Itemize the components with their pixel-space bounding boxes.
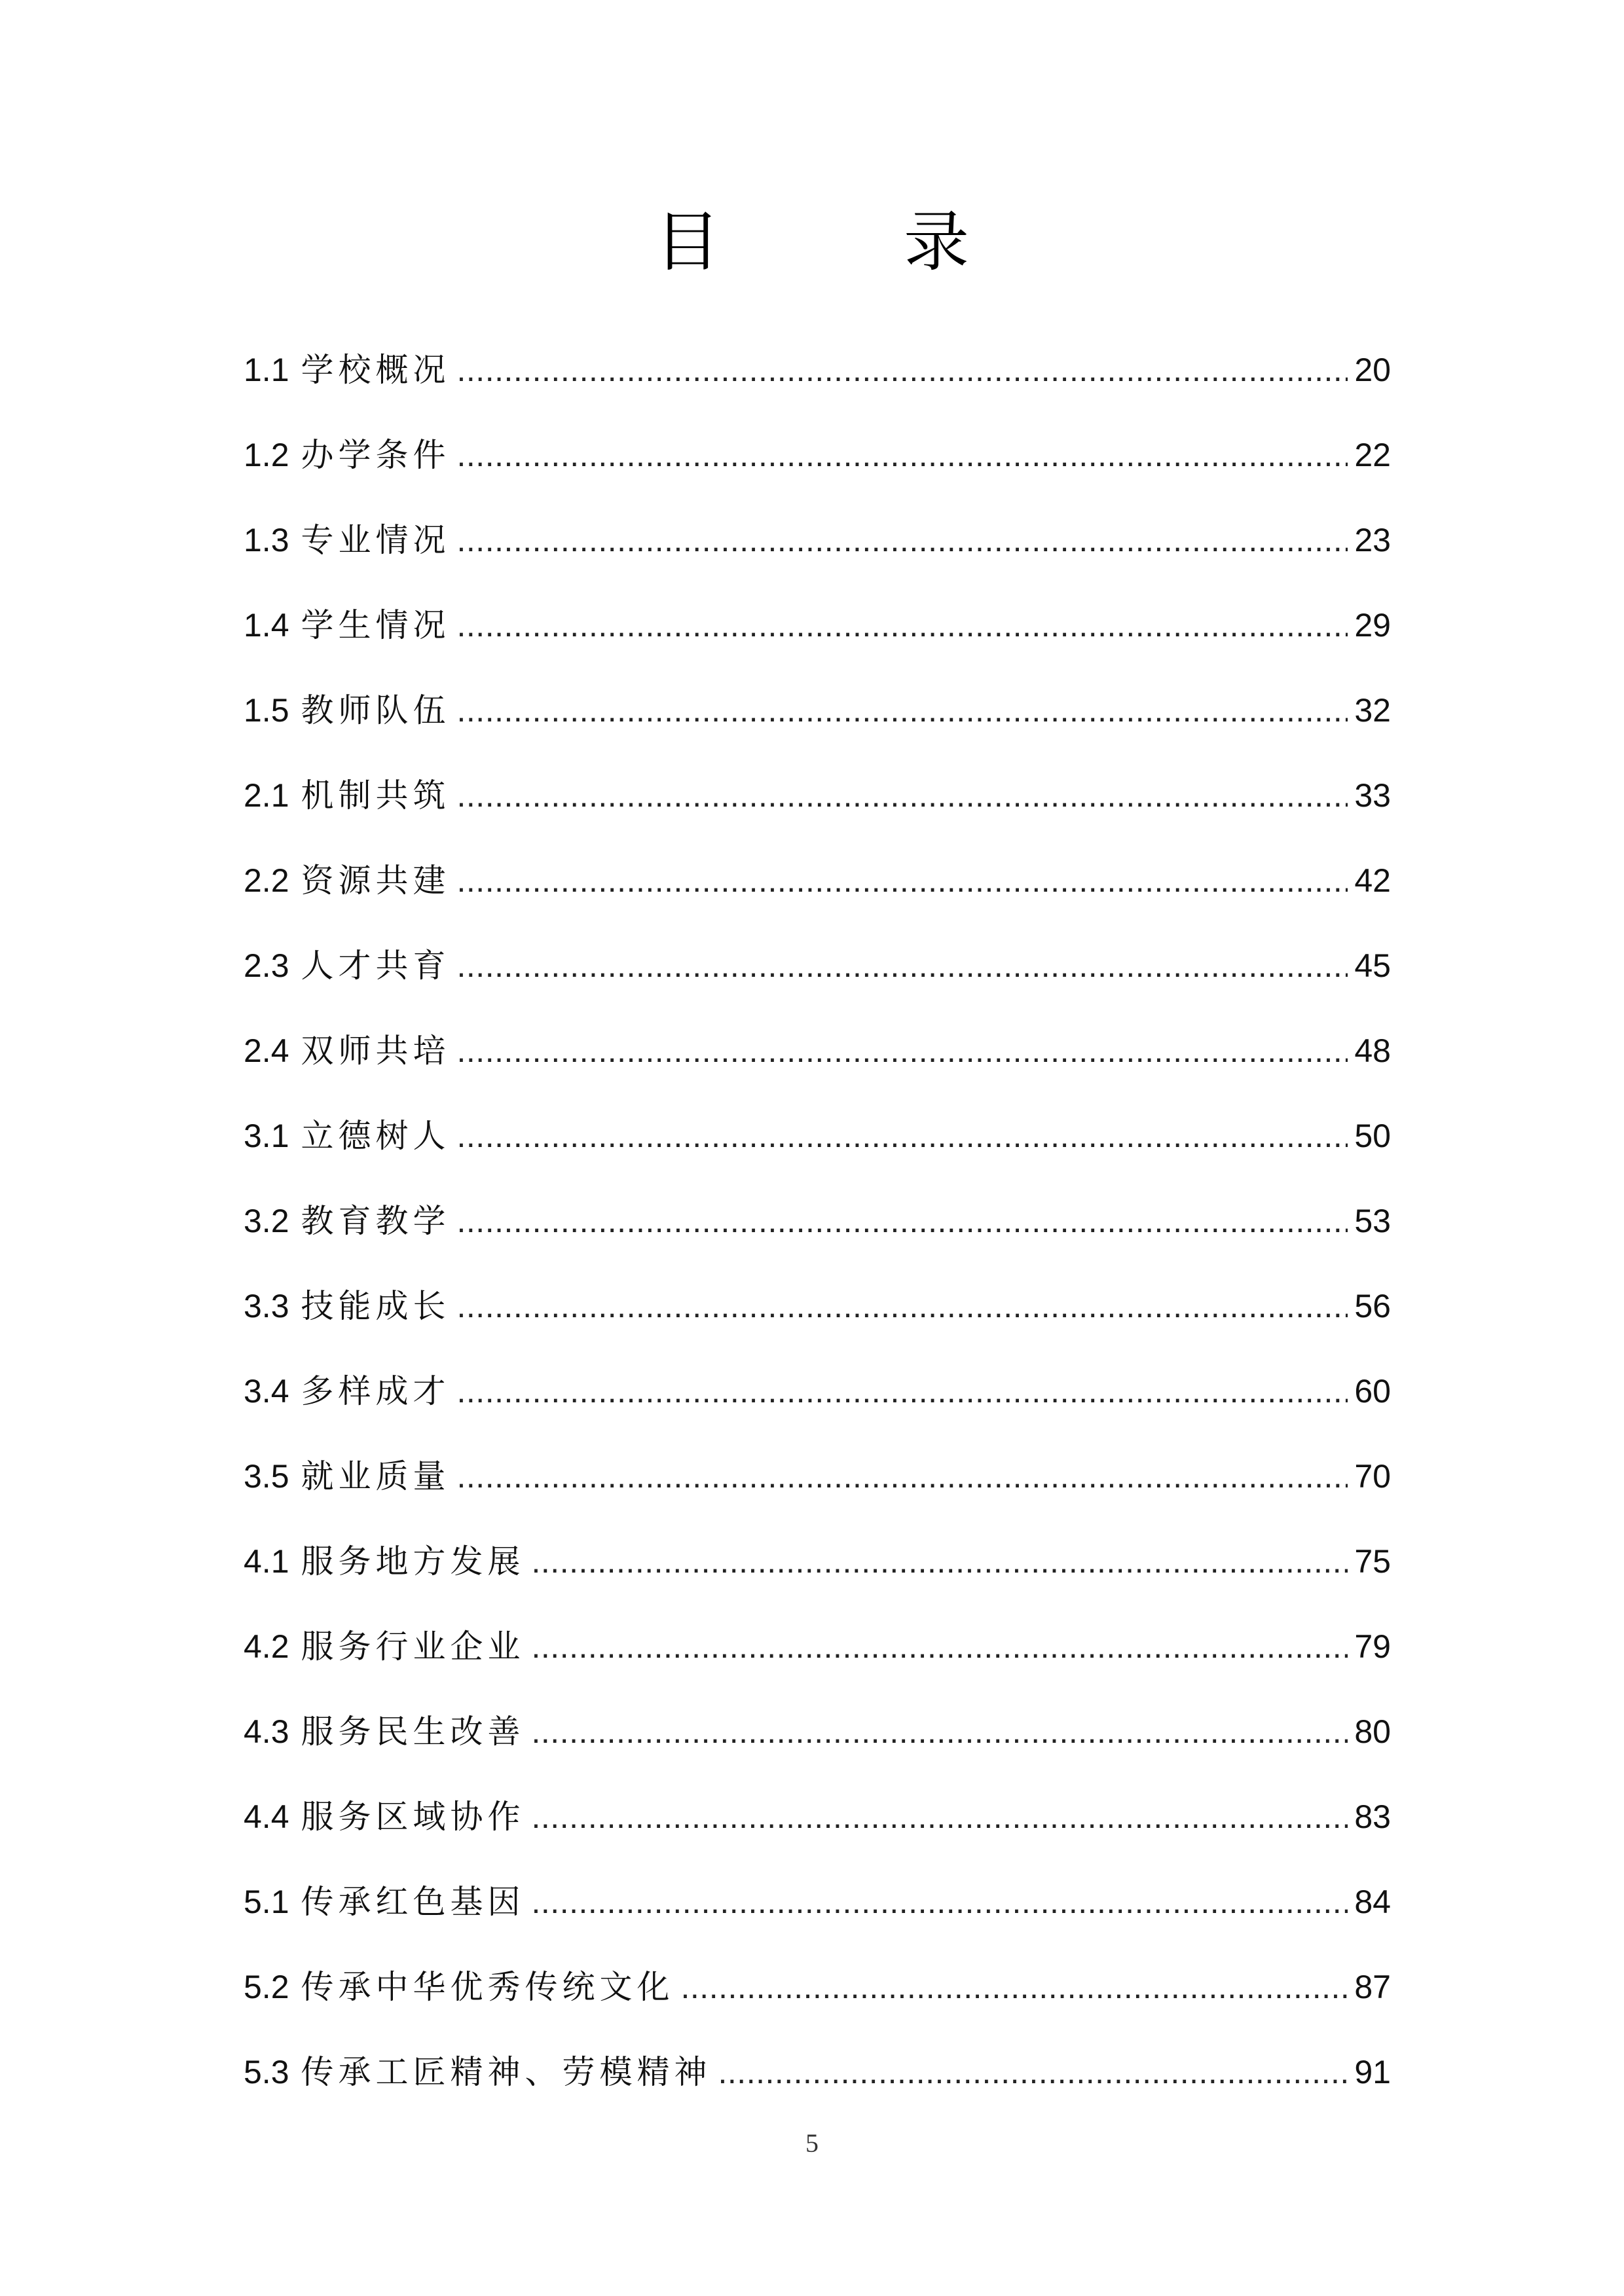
toc-dot-leader (457, 838, 1348, 923)
toc-entry-number: 4.2 (244, 1628, 289, 1665)
toc-entry-title: 传承中华优秀传统文化 (301, 1968, 674, 2006)
toc-dot-leader (457, 1093, 1348, 1178)
toc-entry-page: 79 (1354, 1628, 1391, 1665)
toc-entry-number: 2.1 (244, 777, 289, 814)
toc-dot-leader (457, 753, 1348, 838)
toc-entry[interactable] (244, 1604, 1391, 1689)
toc-entry-number: 4.3 (244, 1713, 289, 1750)
toc-entry-title: 立德树人 (301, 1117, 451, 1155)
toc-dot-leader (457, 1008, 1348, 1093)
toc-entry-title: 学校概况 (301, 351, 451, 389)
toc-entry-number: 5.2 (244, 1969, 289, 2005)
toc-entry-title: 传承红色基因 (301, 1883, 525, 1921)
toc-entry-title: 学生情况 (301, 606, 451, 644)
toc-entry-number: 2.2 (244, 862, 289, 899)
toc-dot-leader (457, 668, 1348, 753)
toc-entry-number: 3.2 (244, 1203, 289, 1239)
toc-entry-page: 48 (1354, 1032, 1391, 1069)
toc-entry-title: 办学条件 (301, 436, 451, 474)
toc-entry-number: 1.4 (244, 607, 289, 644)
toc-entry-number: 4.1 (244, 1543, 289, 1580)
toc-entry-title: 多样成才 (301, 1372, 451, 1410)
toc-entry-title: 服务区域协作 (301, 1798, 525, 1836)
toc-entry[interactable] (244, 838, 1391, 923)
toc-entry-page: 45 (1354, 947, 1391, 984)
toc-entry[interactable] (244, 1093, 1391, 1178)
toc-dot-leader (457, 1349, 1348, 1434)
toc-entry-title: 双师共培 (301, 1032, 451, 1070)
toc-entry[interactable] (244, 1859, 1391, 1944)
page-title: 目 录 (655, 204, 1028, 280)
toc-entry-title: 教师队伍 (301, 691, 451, 729)
toc-dot-leader (681, 1944, 1348, 2030)
toc-dot-leader (532, 1859, 1348, 1944)
page-number: 5 (805, 2128, 819, 2158)
toc-entry[interactable] (244, 1519, 1391, 1604)
toc-entry[interactable] (244, 1178, 1391, 1264)
toc-entry[interactable] (244, 1349, 1391, 1434)
toc-entry-title: 教育教学 (301, 1202, 451, 1240)
toc-dot-leader (457, 923, 1348, 1008)
toc-entry[interactable] (244, 923, 1391, 1008)
toc-entry-page: 23 (1354, 522, 1391, 558)
toc-entry-title: 人才共育 (301, 947, 451, 985)
toc-entry-page: 70 (1354, 1458, 1391, 1495)
toc-entry-title: 机制共筑 (301, 776, 451, 814)
toc-entry[interactable] (244, 1774, 1391, 1859)
toc-entry-number: 1.1 (244, 352, 289, 388)
toc-dot-leader (532, 1774, 1348, 1859)
toc-entry-number: 2.4 (244, 1032, 289, 1069)
toc-dot-leader (718, 2030, 1348, 2115)
toc-entry[interactable] (244, 1434, 1391, 1519)
toc-entry-page: 20 (1354, 352, 1391, 388)
toc-dot-leader (532, 1519, 1348, 1604)
toc-entry-number: 3.5 (244, 1458, 289, 1495)
toc-entry-page: 29 (1354, 607, 1391, 644)
toc-entry-title: 专业情况 (301, 521, 451, 559)
toc-entry[interactable] (244, 1264, 1391, 1349)
toc-entry-title: 服务地方发展 (301, 1542, 525, 1580)
toc-entry-page: 22 (1354, 437, 1391, 473)
toc-entry-title: 资源共建 (301, 862, 451, 900)
toc-dot-leader (457, 1434, 1348, 1519)
toc-entry-page: 60 (1354, 1373, 1391, 1410)
toc-entry-page: 53 (1354, 1203, 1391, 1239)
toc-dot-leader (457, 583, 1348, 668)
toc-entry-number: 5.3 (244, 2054, 289, 2090)
toc-entry-page: 87 (1354, 1969, 1391, 2005)
toc-dot-leader (532, 1689, 1348, 1774)
toc-entry-page: 32 (1354, 692, 1391, 729)
toc-dot-leader (457, 1178, 1348, 1264)
toc-entry-page: 56 (1354, 1288, 1391, 1324)
toc-entry-number: 1.3 (244, 522, 289, 558)
toc-entry-number: 3.4 (244, 1373, 289, 1410)
toc-entry-title: 服务行业企业 (301, 1628, 525, 1666)
toc-entry[interactable] (244, 2030, 1391, 2115)
table-of-contents (244, 327, 1391, 2115)
toc-entry-number: 4.4 (244, 1798, 289, 1835)
toc-entry-page: 84 (1354, 1884, 1391, 1920)
toc-entry-title: 传承工匠精神、劳模精神 (301, 2053, 712, 2091)
toc-entry-title: 服务民生改善 (301, 1713, 525, 1751)
toc-entry-page: 42 (1354, 862, 1391, 899)
toc-entry-number: 1.2 (244, 437, 289, 473)
toc-entry[interactable] (244, 583, 1391, 668)
toc-entry[interactable] (244, 412, 1391, 498)
toc-dot-leader (457, 327, 1348, 412)
toc-dot-leader (457, 498, 1348, 583)
toc-entry-page: 83 (1354, 1798, 1391, 1835)
toc-entry[interactable] (244, 668, 1391, 753)
toc-entry-page: 80 (1354, 1713, 1391, 1750)
toc-entry-number: 2.3 (244, 947, 289, 984)
toc-dot-leader (457, 1264, 1348, 1349)
toc-entry[interactable] (244, 327, 1391, 412)
toc-entry-number: 3.1 (244, 1118, 289, 1154)
toc-entry-page: 91 (1354, 2054, 1391, 2090)
toc-entry-number: 3.3 (244, 1288, 289, 1324)
toc-entry[interactable] (244, 753, 1391, 838)
toc-entry-page: 33 (1354, 777, 1391, 814)
toc-entry-page: 75 (1354, 1543, 1391, 1580)
toc-entry-title: 技能成长 (301, 1287, 451, 1325)
toc-dot-leader (532, 1604, 1348, 1689)
toc-entry-title: 就业质量 (301, 1457, 451, 1495)
toc-entry[interactable] (244, 498, 1391, 583)
toc-entry[interactable] (244, 1944, 1391, 2030)
toc-entry-page: 50 (1354, 1118, 1391, 1154)
toc-entry-number: 5.1 (244, 1884, 289, 1920)
toc-dot-leader (457, 412, 1348, 498)
toc-entry[interactable] (244, 1689, 1391, 1774)
toc-entry[interactable] (244, 1008, 1391, 1093)
toc-entry-number: 1.5 (244, 692, 289, 729)
